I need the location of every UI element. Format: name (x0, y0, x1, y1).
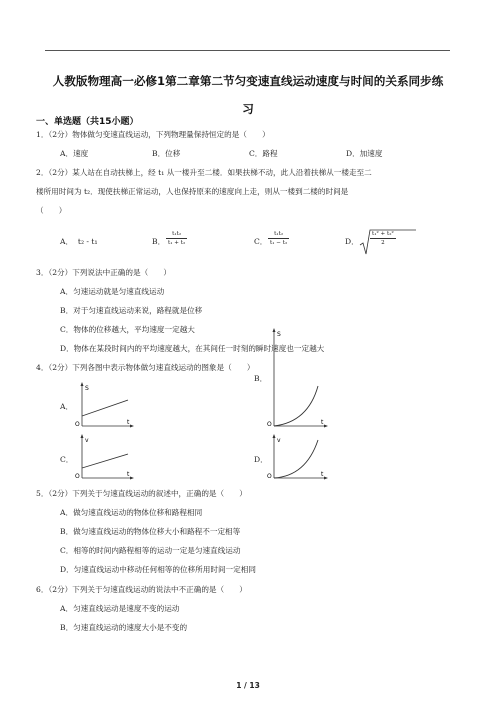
q4-graph-a-x-label: t (127, 419, 130, 426)
q4-option-c-label: C． (60, 455, 74, 464)
q1-option-c: C．路程 (249, 149, 278, 158)
q5-option-d: D．匀速直线运动中移动任何相等的位移所用时间一定相同 (60, 565, 256, 574)
q6-option-b: B．匀速直线运动的速度大小是不变的 (60, 623, 188, 632)
q3-option-b: B．对于匀速直线运动来说，路程就是位移 (60, 306, 203, 315)
q2-option-a (60, 237, 98, 247)
q4-option-d-label: D． (254, 455, 268, 464)
q4-graph-b (266, 326, 330, 430)
q2-option-a-label: A． (60, 237, 74, 246)
q4-option-a-label: A． (60, 402, 74, 411)
question-2-stem-line-2: 楼所用时间为 t₂．现使扶梯正常运动，人也保持原来的速度向上走，则从一楼到二楼的时间是 (36, 187, 349, 196)
q1-option-a: A．速度 (60, 149, 89, 158)
q2-option-c-fraction (268, 230, 289, 247)
question-5-stem: 5．（2分）下列关于匀速直线运动的叙述中，正确的是（ ） (36, 489, 247, 498)
header-rule (45, 50, 450, 51)
q2-option-b-fraction (166, 230, 187, 247)
q5-option-b: B．做匀速直线运动的物体位移大小和路程不一定相等 (60, 527, 241, 536)
q4-graph-b-y-label: S (277, 331, 281, 338)
q4-graph-c-x-label: t (127, 471, 130, 478)
q4-graph-c-y-label: v (85, 437, 89, 444)
q2-option-c-label: C． (254, 237, 268, 246)
q4-graph-a (74, 380, 136, 430)
q6-option-a: A．匀速直线运动是速度不变的运动 (60, 604, 180, 613)
q4-graph-c (74, 432, 136, 482)
question-1-stem: 1．（2分）物体做匀变速直线运动，下列物理量保持恒定的是（ ） (36, 130, 270, 139)
q2-option-d-denominator: 2 (381, 240, 385, 246)
q1-option-d: D．加速度 (346, 149, 383, 158)
q4-graph-d-y-label: v (277, 437, 281, 444)
question-6-stem: 6．（2分）下列关于匀速直线运动的说法中不正确的是（ ） (36, 585, 247, 594)
question-2-stem-line-1: 2．（2分）某人站在自动扶梯上，经 t₁ 从一楼升至二楼．如果扶梯不动，此人沿着扶梯从一楼走至二 (36, 168, 372, 177)
q4-option-b-label: B． (254, 374, 268, 383)
q4-graph-d-x-label: t (321, 471, 324, 478)
page-number: 1 / 13 (236, 681, 260, 690)
q4-graph-a-y-label: S (85, 385, 89, 392)
q2-option-d-label: D． (345, 237, 359, 246)
q4-graph-b-origin: O (267, 421, 272, 428)
q2-option-c-numerator: t₁t₂ (268, 230, 289, 239)
question-2-stem-line-3: （ ） (36, 206, 67, 215)
q4-graph-d (266, 432, 330, 482)
question-4-stem: 4．（2分）下列各图中表示物体做匀速直线运动的图象是（ ） (36, 363, 255, 372)
q2-option-b-numerator: t₁t₂ (166, 230, 187, 239)
q2-option-a-expr: t₂ - t₁ (77, 237, 98, 246)
title-line-2: 习 (242, 102, 254, 116)
q2-option-b-denominator: t₁ + t₂ (168, 240, 186, 246)
question-3-stem: 3．（2分）下列说法中正确的是（ ） (36, 268, 171, 277)
q1-option-b: B．位移 (152, 149, 181, 158)
q4-graph-d-origin: O (267, 473, 272, 480)
q2-option-d-fraction (370, 230, 396, 247)
section-heading: 一、单选题（共15小题） (36, 117, 139, 127)
q5-option-c: C．相等的时间内路程相等的运动一定是匀速直线运动 (60, 546, 241, 555)
q3-option-d: D．物体在某段时间内的平均速度越大，在其间任一时刻的瞬时速度也一定越大 (60, 344, 325, 353)
q4-graph-c-origin: O (75, 473, 80, 480)
q3-option-c: C．物体的位移越大，平均速度一定越大 (60, 325, 195, 334)
q2-option-b-label: B． (152, 237, 166, 246)
q4-graph-a-origin: O (75, 421, 80, 428)
title-line-1: 人教版物理高一必修1第二章第二节匀变速直线运动速度与时间的关系同步练 (52, 74, 444, 88)
q2-option-c-denominator: t₁ − t₂ (270, 240, 288, 246)
q5-option-a: A．做匀速直线运动的物体位移和路程相同 (60, 508, 203, 517)
q3-option-a: A．匀速运动就是匀速直线运动 (60, 287, 165, 296)
q4-graph-b-x-label: t (321, 419, 324, 426)
q2-option-d-numerator: t₁² + t₂² (372, 231, 394, 237)
